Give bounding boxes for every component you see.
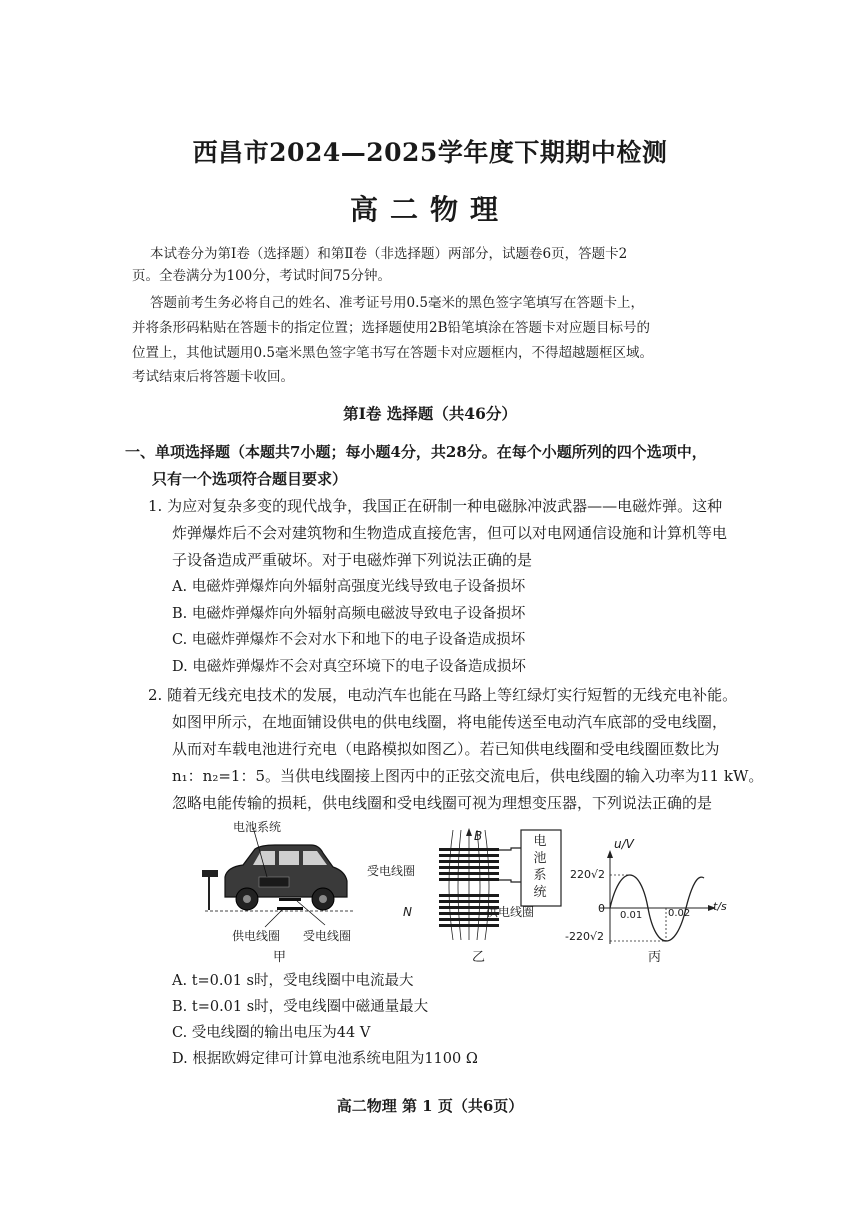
- yi-caption: 乙: [472, 950, 486, 965]
- bing-tick-2: 0.02: [668, 908, 691, 919]
- intro-line-6: 考试结束后将答题卡收回。: [132, 369, 294, 385]
- q1-line-3: 子设备造成严重破坏。对于电磁炸弹下列说法正确的是: [172, 551, 533, 569]
- jia-supply-coil-label: 供电线圈: [232, 929, 281, 943]
- q2-line-4: n₁：n₂=1：5。当供电线圈接上图丙中的正弦交流电后，供电线圈的输入功率为11 kW。: [172, 767, 764, 785]
- jia-caption: 甲: [273, 950, 287, 965]
- q1-option-a: A. 电磁炸弹爆炸向外辐射高强度光线导致电子设备损坏: [172, 579, 526, 595]
- traffic-light: [202, 870, 218, 877]
- yi-b-label: B: [474, 829, 483, 843]
- q2-option-d: D. 根据欧姆定律可计算电池系统电阻为1100 Ω: [172, 1051, 478, 1067]
- exam-title: 西昌市2024—2025学年度下期期中检测: [192, 138, 668, 167]
- q1-option-d: D. 电磁炸弹爆炸不会对真空环境下的电子设备造成损坏: [172, 659, 526, 675]
- q2-option-c: C. 受电线圈的输出电压为44 V: [172, 1025, 371, 1041]
- q2-line-5: 忽略电能传输的损耗，供电线圈和受电线圈可视为理想变压器，下列说法正确的是: [172, 794, 713, 812]
- yi-receive-coil-label: 受电线圈: [367, 864, 416, 878]
- intro-line-4: 并将条形码粘贴在答题卡的指定位置；选择题使用2B铅笔填涂在答题卡对应题目标号的: [132, 320, 651, 336]
- subject-title: 高二物理: [349, 193, 510, 226]
- q1-option-c: C. 电磁炸弹爆炸不会对水下和地下的电子设备造成损坏: [172, 632, 526, 648]
- bing-caption: 丙: [648, 950, 662, 965]
- bing-origin: 0: [598, 902, 605, 915]
- bing-tick-1: 0.01: [620, 910, 643, 921]
- yi-battery-box-label: 电 池 系 统: [533, 834, 547, 900]
- q2-line-3: 从而对车载电池进行充电（电路模拟如图乙）。若已知供电线圈和受电线圈匝数比为: [172, 740, 720, 758]
- supply-coil-plate: [277, 907, 303, 910]
- bing-peak-pos: 220√2: [570, 868, 606, 881]
- intro-line-3: 答题前考生务必将自己的姓名、准考证号用0.5毫米的黑色签字笔填写在答题卡上，: [150, 295, 644, 311]
- bing-peak-neg: -220√2: [565, 930, 604, 943]
- q2-line-1: 2. 随着无线充电技术的发展，电动汽车也能在马路上等红绿灯实行短暂的无线充电补能。: [148, 686, 738, 704]
- page-footer: 高二物理 第 1 页（共6页）: [336, 1097, 524, 1115]
- bing-x-axis-label: t/s: [713, 900, 727, 913]
- q1-option-b: B. 电磁炸弹爆炸向外辐射高频电磁波导致电子设备损坏: [172, 606, 526, 622]
- section-heading-line-1: 一、单项选择题（本题共7小题；每小题4分，共28分。在每个小题所列的四个选项中，: [125, 443, 707, 461]
- q2-line-2: 如图甲所示，在地面铺设供电的供电线圈，将电能传送至电动汽车底部的受电线圈，: [172, 713, 728, 731]
- intro-line-2: 页。全卷满分为100分，考试时间75分钟。: [132, 268, 391, 284]
- jia-battery-label: 电池系统: [233, 820, 282, 834]
- coil-wires: [499, 848, 521, 882]
- q2-option-b: B. t=0.01 s时，受电线圈中磁通量最大: [172, 999, 429, 1015]
- intro-line-5: 位置上，其他试题用0.5毫米黑色签字笔书写在答题卡对应题框内，不得超越题框区域。: [132, 345, 653, 361]
- section-heading-line-2: 只有一个选项符合题目要求）: [152, 470, 348, 488]
- q1-line-1: 1. 为应对复杂多变的现代战争，我国正在研制一种电磁脉冲波武器——电磁炸弹。这种: [148, 497, 723, 515]
- jia-receive-coil-label: 受电线圈: [303, 929, 352, 943]
- receive-coil-plate: [279, 898, 301, 901]
- yi-supply-coil-label: 供电线圈: [486, 905, 535, 919]
- figure-bing: [600, 840, 720, 948]
- part-heading: 第Ⅰ卷 选择题（共46分）: [343, 404, 517, 423]
- bing-y-axis-label: u/V: [614, 837, 634, 851]
- q1-line-2: 炸弹爆炸后不会对建筑物和生物造成直接危害，但可以对电网通信设施和计算机等电: [172, 524, 728, 542]
- field-arrow: [466, 828, 472, 836]
- yi-n-label: N: [403, 905, 412, 919]
- q2-option-a: A. t=0.01 s时，受电线圈中电流最大: [172, 973, 414, 989]
- magnetic-field-lines: [449, 830, 489, 940]
- intro-line-1: 本试卷分为第Ⅰ卷（选择题）和第Ⅱ卷（非选择题）两部分，试题卷6页，答题卡2: [150, 246, 628, 262]
